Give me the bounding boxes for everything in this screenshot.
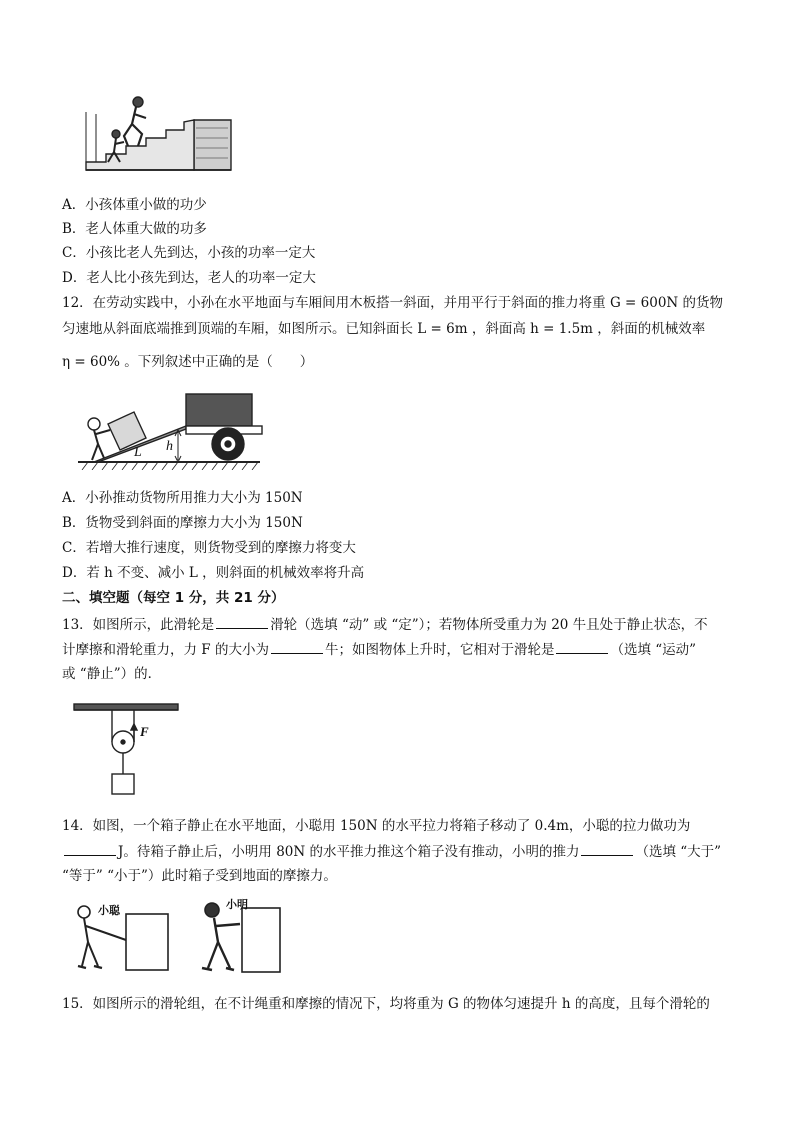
q13-text-2c: （选填 “运动” [610,642,697,658]
q13-blank-3[interactable] [556,639,608,654]
incline-length-label: L [134,445,142,460]
q14-blank-2[interactable] [581,841,633,856]
q14-stem-line2 [62,841,742,862]
q11-option-c: C．小孩比老人先到达，小孩的功率一定大 [62,245,316,261]
q13-text-2a: 计摩擦和滑轮重力，力 F 的大小为 [62,642,269,658]
q14-stem-line1: 14．如图，一个箱子静止在水平地面，小聪用 150N 的水平拉力将箱子移动了 0.4m，小聪的拉力做功为 [62,818,691,834]
q14-stem-line3: “等于” “小于”）此时箱子受到地面的摩擦力。 [62,868,337,884]
pulley-figure [72,700,182,802]
incline-height-label: h [166,439,173,454]
q11-option-d: D．老人比小孩先到达，老人的功率一定大 [62,270,316,286]
q12-option-c: C．若增大推行速度，则货物受到的摩擦力将变大 [62,540,356,556]
q13-blank-2[interactable] [271,639,323,654]
label-xiaocong: 小聪 [98,904,120,917]
q12-stem-line3: η = 60% 。下列叙述中正确的是（ ） [62,354,314,370]
q13-stem-line1 [62,614,742,635]
q15-stem-line1: 15．如图所示的滑轮组，在不计绳重和摩擦的情况下，均将重为 G 的物体匀速提升 h 的高度，且每个滑轮的 [62,996,710,1012]
q14-text-2b: （选填 “大于” [635,844,722,860]
stairs-climbing-figure [76,92,236,176]
q12-option-b: B．货物受到斜面的摩擦力大小为 150N [62,515,303,531]
q11-option-b: B．老人体重大做的功多 [62,221,207,237]
q13-stem-line2 [62,639,742,660]
q13-text-2b: 牛；如图物体上升时，它相对于滑轮是 [324,642,555,658]
q13-blank-1[interactable] [216,614,268,629]
incline-truck-figure [74,390,264,470]
force-F-label: F [140,724,149,739]
label-xiaoming: 小明 [226,898,248,911]
section-title-fill-in: 二、填空题（每空 1 分，共 21 分） [62,590,285,606]
q14-text-2a: J。待箱子静止后，小明用 80N 的水平推力推这个箱子没有推动，小明的推力 [118,844,580,860]
pull-push-box-figure [70,896,288,978]
q11-option-a: A．小孩体重小做的功少 [62,197,207,213]
q13-text-1b: 滑轮（选填 “动” 或 “定”）；若物体所受重力为 20 牛且处于静止状态，不 [270,617,708,633]
q12-option-d: D．若 h 不变、减小 L ，则斜面的机械效率将升高 [62,565,365,581]
q13-text-1a: 13．如图所示，此滑轮是 [62,617,215,633]
q12-option-a: A．小孙推动货物所用推力大小为 150N [62,490,303,506]
q14-blank-1[interactable] [64,841,116,856]
q12-stem-line1: 12．在劳动实践中，小孙在水平地面与车厢间用木板搭一斜面，并用平行于斜面的推力将重 G = 600N 的货物 [62,295,724,311]
q12-stem-line2: 匀速地从斜面底端推到顶端的车厢，如图所示。已知斜面长 L = 6m ，斜面高 h = 1.5m ，斜面的机械效率 [62,321,706,337]
q13-stem-line3: 或 “静止”）的． [62,666,162,682]
